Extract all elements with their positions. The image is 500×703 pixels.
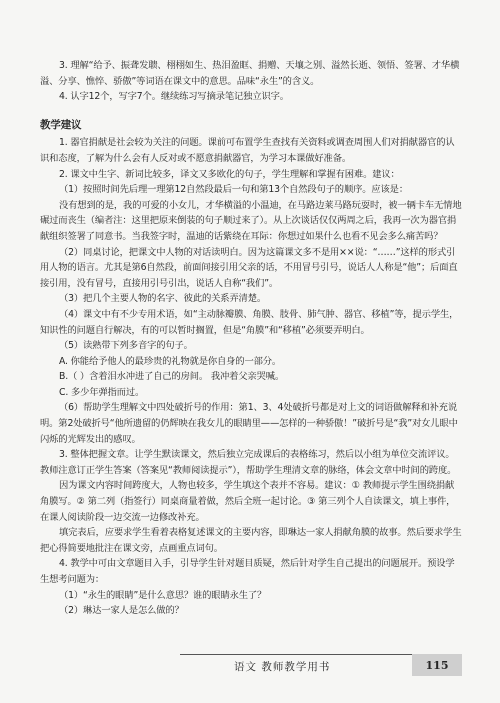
objective-4: 4. 认字12个，写字7个。继续练习写摘录笔记独立识字。 bbox=[59, 91, 289, 103]
section-heading: 教学建议 bbox=[40, 118, 82, 131]
polyphone-sentence-c: C. 多少年弹指而过。 bbox=[59, 386, 145, 398]
suggestion-1: 1. 器官捐献是社会较为关注的问题。课前可布置学生查找有关资料或调查周围人们对捐献器官的认识和态度，了解为什么会有人反对或不愿意捐献器官，为学习本课做好准备。 bbox=[40, 137, 455, 164]
book-title: 语文 教师教学用书 bbox=[234, 661, 331, 673]
suggestion-2-item-5: （5）读熟带下列多音字的句子。 bbox=[59, 340, 193, 352]
suggestion-3-detail: 因为课文内容时间跨度大，人物也较多，学生填这个表并不容易。建议：① 教师提示学生围绕捐献角膜写。② 第二列（指签行）同桌商量着做，然后全班一起讨论。③ 第三列个人自读课文，填上事件，在课人阅读阶段一边交流一边修改补充。 bbox=[40, 480, 456, 523]
polyphone-sentence-b: B.（ ）含着泪水冲进了自己的房间。 我冲着父亲哭喊。 bbox=[59, 371, 285, 383]
suggestion-2-item-1: （1）按照时间先后理一理第12自然段最后一句和第13个自然段句子的顺序。应该是： bbox=[59, 184, 408, 196]
suggestion-2-quote: 没有想到的是，我的可爱的小女儿，才华横溢的小温迪，在马路边莱马路玩耍时，被一辆卡车无情地碾过而丧生（编者注：这里把原来倒装的句子顺过来了）。从上次谈话仅仅两周之后，我再一次为器官捐献组织签署了同意书。当我签字时，温迪的话紫绕在耳际：你想过如果什么也看不见会多么痛苦吗？ bbox=[40, 199, 462, 242]
suggestion-2: 2. 课文中生字、新词比较多，译文又多欧化的句子，学生理解和掌握有困难。建议： bbox=[59, 168, 400, 180]
polyphone-sentence-a: A. 你能给予他人的最珍贵的礼物就是你自身的一部分。 bbox=[59, 355, 282, 367]
suggestion-4: 4. 教学中可由文章题目入手，引导学生针对题目质疑，然后针对学生自己提出的问题展开。预设学生想考问题为： bbox=[40, 558, 455, 585]
page-number: 115 bbox=[412, 654, 462, 676]
suggestion-2-item-2: （2）同桌讨论，把课文中人物的对话读明白。因为这篇课文多不是用××说：“……”这样的形式引用人物的语言。尤其是第6自然段，前面间接引用父亲的话，不用冒号引号，说话人人称是“他”；后面直接引用，没有冒号，直接用引号引出，说话人自称“我们”。 bbox=[40, 246, 458, 289]
question-2: （2）琳达一家人是怎么做的？ bbox=[59, 605, 184, 617]
objective-3: 3. 理解“给予、振聋发聩、栩栩如生、热泪盈眶、捐赠、天壤之别、溢然长逝、领悟、签署、才华横溢、分享、憔悴、骄傲”等词语在课文中的意思。品味“永生”的含义。 bbox=[40, 60, 460, 87]
page-body bbox=[40, 58, 462, 619]
suggestion-2-item-3: （3）把几个主要人物的名字、彼此的关系弄清楚。 bbox=[59, 293, 266, 305]
suggestion-2-item-6: （6）帮助学生理解文中四处破折号的作用：第1、3、4处破折号都是对上文的词语做解释和补充说明。第2处破折号“他所遗留的仍辉映在我女儿的眼睛里——怎样的一种骄傲！”破折号是“我”对女儿眼中闪烁的光辉发出的感叹。 bbox=[40, 402, 458, 445]
question-1: （1）“永生的眼睛”是什么意思？谁的眼睛永生了？ bbox=[59, 589, 267, 601]
suggestion-3-followup: 填完表后，应要求学生看着表格复述课文的主要内容，即琳达一家人捐献角膜的故事。然后要求学生把心得简要地批注在课文旁，点画重点词句。 bbox=[40, 527, 462, 554]
page-footer bbox=[180, 654, 462, 677]
suggestion-3: 3. 整体把握文章。让学生默读课文，然后独立完成课后的表格练习，然后以小组为单位交流评议。教师注意订正学生答案（答案见“教师阅读提示”），帮助学生理清文章的脉络，体会文章中时间的跨度。 bbox=[40, 449, 457, 476]
suggestion-2-item-4: （4）课文中有不少专用术语，如“主动脉瓣膜、角膜、肢骨、肺气肿、器官、移植”等，提示学生，知识性的问题自行解决，有的可以暂时搁置，但是“角膜”和“移植”必须要弄明白。 bbox=[40, 308, 459, 336]
